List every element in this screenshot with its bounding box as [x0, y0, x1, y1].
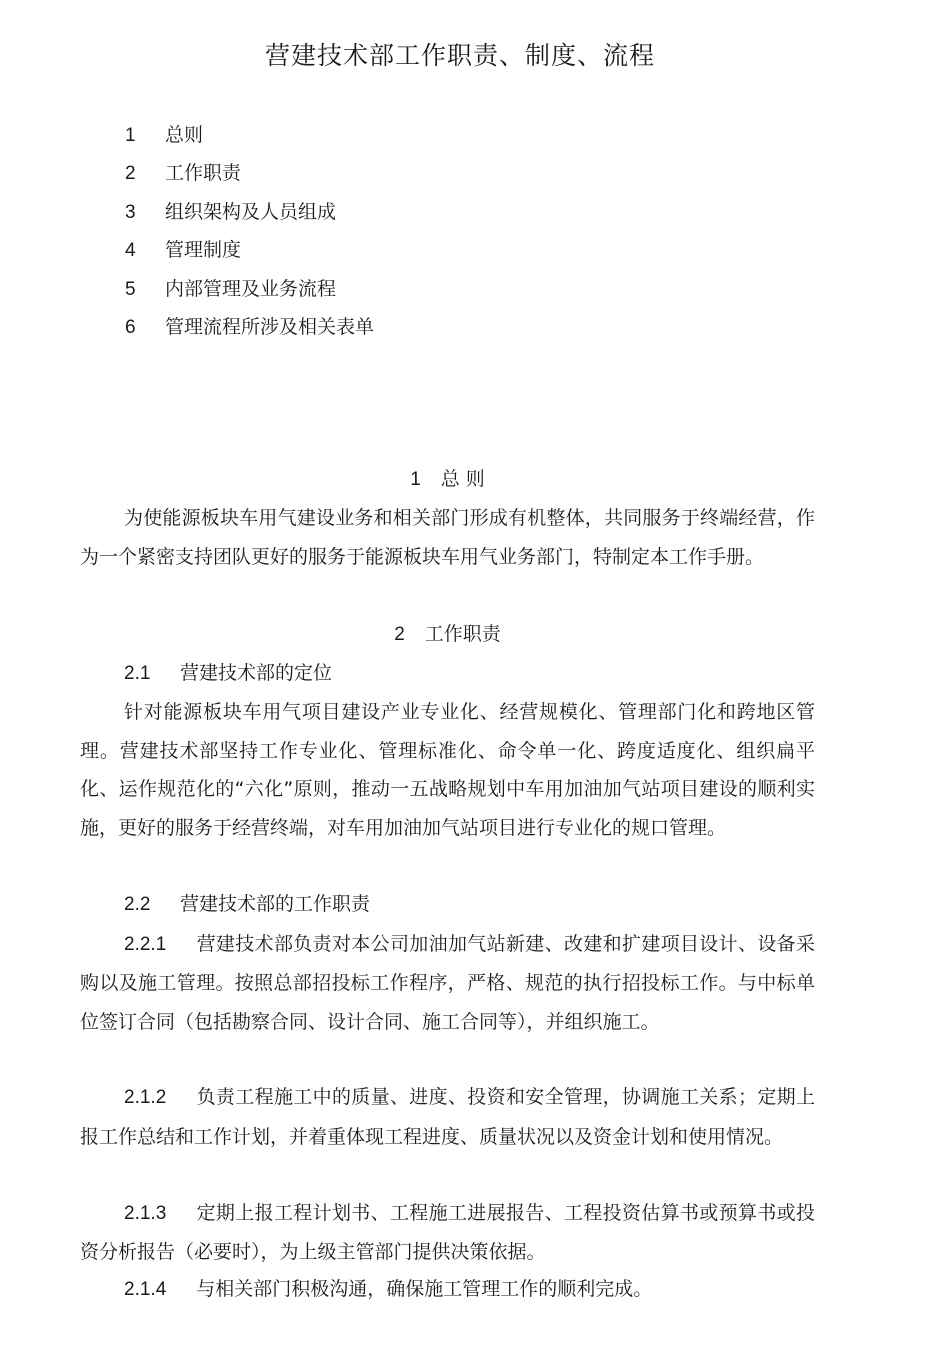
duty-item	[80, 925, 815, 1079]
toc-item-number: 2	[125, 163, 136, 185]
toc-item	[125, 231, 374, 269]
toc-item	[125, 270, 374, 308]
table-of-contents	[125, 116, 374, 346]
toc-item-number: 6	[125, 316, 136, 338]
general-paragraph: 为使能源板块车用气建设业务和相关部门形成有机整体，共同服务于终端经营，作为一个紧密支持团队更好的服务于能源板块车用气业务部门，特制定本工作手册。	[80, 507, 815, 568]
section-title: 总 则	[440, 468, 485, 490]
duty-text: 与相关部门积极沟通，确保施工管理工作的顺利完成。	[196, 1278, 653, 1301]
toc-item-number: 4	[125, 240, 136, 262]
section-heading-general	[80, 460, 815, 499]
toc-item-number: 3	[125, 201, 136, 223]
toc-item	[125, 308, 374, 346]
toc-item-number: 1	[125, 125, 136, 146]
duty-text: 负责工程施工中的质量、进度、投资和安全管理，协调施工关系；定期上报工作总结和工作计划，并着重体现工程进度、质量状况以及资金计划和使用情况。	[80, 1086, 815, 1148]
duty-item	[80, 1194, 815, 1271]
toc-item	[125, 193, 374, 231]
section-number: 2	[394, 623, 405, 645]
subsection-number: 2.1	[124, 663, 151, 684]
document-title: 营建技术部工作职责、制度、流程	[264, 41, 655, 70]
duty-number: 2.1.3	[124, 1202, 167, 1224]
toc-item-label: 管理流程所涉及相关表单	[165, 315, 375, 338]
subsection-heading-duties	[80, 885, 815, 924]
subsection-number: 2.2	[124, 894, 151, 916]
duty-number: 2.1.2	[124, 1087, 167, 1109]
document-body	[80, 460, 815, 1310]
duty-item	[80, 1078, 815, 1193]
toc-item	[125, 154, 374, 192]
duty-text: 营建技术部负责对本公司加油加气站新建、改建和扩建项目设计、设备采购以及施工管理。按照总部招投标工作程序，严格、规范的执行招投标工作。与中标单位签订合同（包括勘察合同、设计合同、施工合同等），并组织施工。	[80, 932, 815, 1033]
section-title: 工作职责	[424, 622, 501, 645]
section-number: 1	[410, 469, 421, 490]
toc-item-label: 组织架构及人员组成	[165, 200, 337, 223]
toc-item-label: 工作职责	[165, 162, 242, 185]
toc-item-label: 管理制度	[165, 239, 242, 262]
subsection-heading-positioning	[80, 654, 815, 693]
toc-item	[125, 116, 374, 154]
duty-number: 2.1.4	[124, 1279, 167, 1301]
section-heading-duties	[80, 615, 815, 654]
duty-text: 定期上报工程计划书、工程施工进展报告、工程投资估算书或预算书或投资分析报告（必要时），为上级主管部门提供决策依据。	[80, 1201, 815, 1263]
toc-item-number: 5	[125, 278, 136, 300]
duty-item	[80, 1270, 815, 1309]
subsection-title: 营建技术部的工作职责	[180, 893, 371, 916]
toc-item-label: 总则	[165, 124, 204, 146]
subsection-title: 营建技术部的定位	[180, 662, 333, 684]
duty-number: 2.2.1	[124, 933, 167, 955]
toc-item-label: 内部管理及业务流程	[165, 277, 337, 300]
positioning-paragraph: 针对能源板块车用气项目建设产业专业化、经营规模化、管理部门化和跨地区管理。营建技术部坚持工作专业化、管理标准化、命令单一化、跨度适度化、组织扁平化、运作规范化的“六化”原则，推动一五战略规划中车用加油加气站项目建设的顺利实施，更好的服务于经营终端，对车用加油加气站项目进行专业化的规口管理。	[80, 701, 815, 839]
